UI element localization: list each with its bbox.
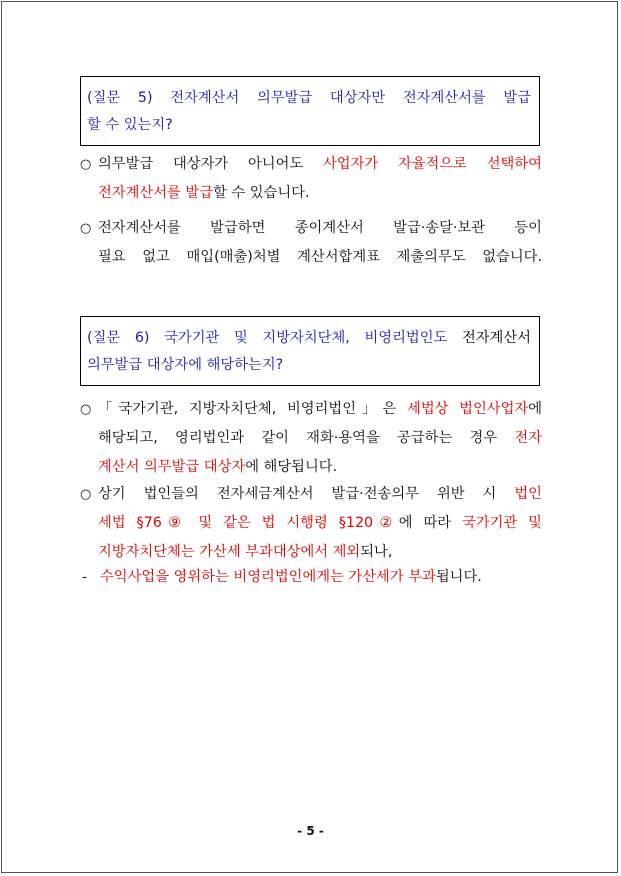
answer-6-bullet-1-line-2: 해당되고, 영리법인과 같이 재화·용역을 공급하는 경우 전자 xyxy=(98,430,542,446)
highlight-red: 세법상 법인사업자 xyxy=(407,401,529,417)
answer-6-dash-line-1: 수익사업을 영위하는 비영리법인에게는 가산세가 부과됩니다. xyxy=(100,569,482,585)
circle-bullet-icon: ○ xyxy=(80,157,92,172)
highlight-red: 수익사업을 영위하는 비영리법인에게는 가산세가 부과 xyxy=(100,569,436,585)
answer-6-bullet-1-line-1: 「국가기관, 지방자치단체, 비영리법인」은 세법상 법인사업자에 xyxy=(98,401,542,417)
answer-6-bullet-2-line-3: 지방자치단체는 가산세 부과대상에서 제외되나, xyxy=(98,544,393,560)
answer-5-bullet-1 xyxy=(80,150,542,208)
question-6-line-2: 의무발급 대상자에 해당하는지? xyxy=(87,357,284,373)
question-6-line-1: (질문 6) 국가기관 및 지방자치단체, 비영리법인도 전자계산서 xyxy=(87,330,531,346)
circle-bullet-icon: ○ xyxy=(80,402,92,417)
highlight-red: 지방자치단체는 가산세 부과대상에서 제외 xyxy=(98,544,361,560)
answer-6-dash-item xyxy=(82,563,540,592)
answer-6-bullet-2 xyxy=(80,480,542,567)
highlight-red: 계산서 의무발급 대상자 xyxy=(98,459,246,475)
highlight-red: 사업자가 자율적으로 선택하여 xyxy=(322,156,542,172)
highlight-red: 세법 §76⑨ 및 같은 법 시행령 §120② xyxy=(98,515,399,531)
question-5-line-2: 할 수 있는지? xyxy=(87,117,173,133)
answer-5-bullet-2-line-1: 전자계산서를 발급하면 종이계산서 발급·송달·보관 등이 xyxy=(98,220,542,236)
answer-5-bullet-2-line-2: 필요 없고 매입(매출)처별 계산서합계표 제출의무도 없습니다. xyxy=(98,249,542,265)
highlight-red: 전자계산서를 발급 xyxy=(98,185,214,201)
answer-5-bullet-1-line-2: 전자계산서를 발급할 수 있습니다. xyxy=(98,185,310,201)
highlight-red: 국가기관 및 xyxy=(462,515,542,531)
answer-5-bullet-1-line-1: 의무발급 대상자가 아니어도 사업자가 자율적으로 선택하여 xyxy=(98,156,542,172)
answer-6-bullet-2-line-2: 세법 §76⑨ 및 같은 법 시행령 §120②에 따라 국가기관 및 xyxy=(98,515,542,531)
answer-6-bullet-1 xyxy=(80,395,542,482)
question-5-box xyxy=(80,76,540,146)
question-6-box xyxy=(80,316,540,386)
circle-bullet-icon: ○ xyxy=(80,221,92,236)
question-5-line-1: (질문 5) 전자계산서 의무발급 대상자만 전자계산서를 발급 xyxy=(87,90,531,106)
highlight-red: 법인 xyxy=(514,486,542,502)
highlight-red: 전자 xyxy=(514,430,542,446)
answer-6-bullet-2-line-1: 상기 법인들의 전자세금계산서 발급·전송의무 위반 시 법인 xyxy=(98,486,542,502)
circle-bullet-icon: ○ xyxy=(80,487,92,502)
page-number: - 5 - xyxy=(297,824,324,838)
dash-bullet-icon: - xyxy=(82,570,87,585)
highlight-black: 전자계산서 xyxy=(461,330,531,346)
answer-6-bullet-1-line-3: 계산서 의무발급 대상자에 해당됩니다. xyxy=(98,459,338,475)
answer-5-bullet-2 xyxy=(80,214,542,272)
